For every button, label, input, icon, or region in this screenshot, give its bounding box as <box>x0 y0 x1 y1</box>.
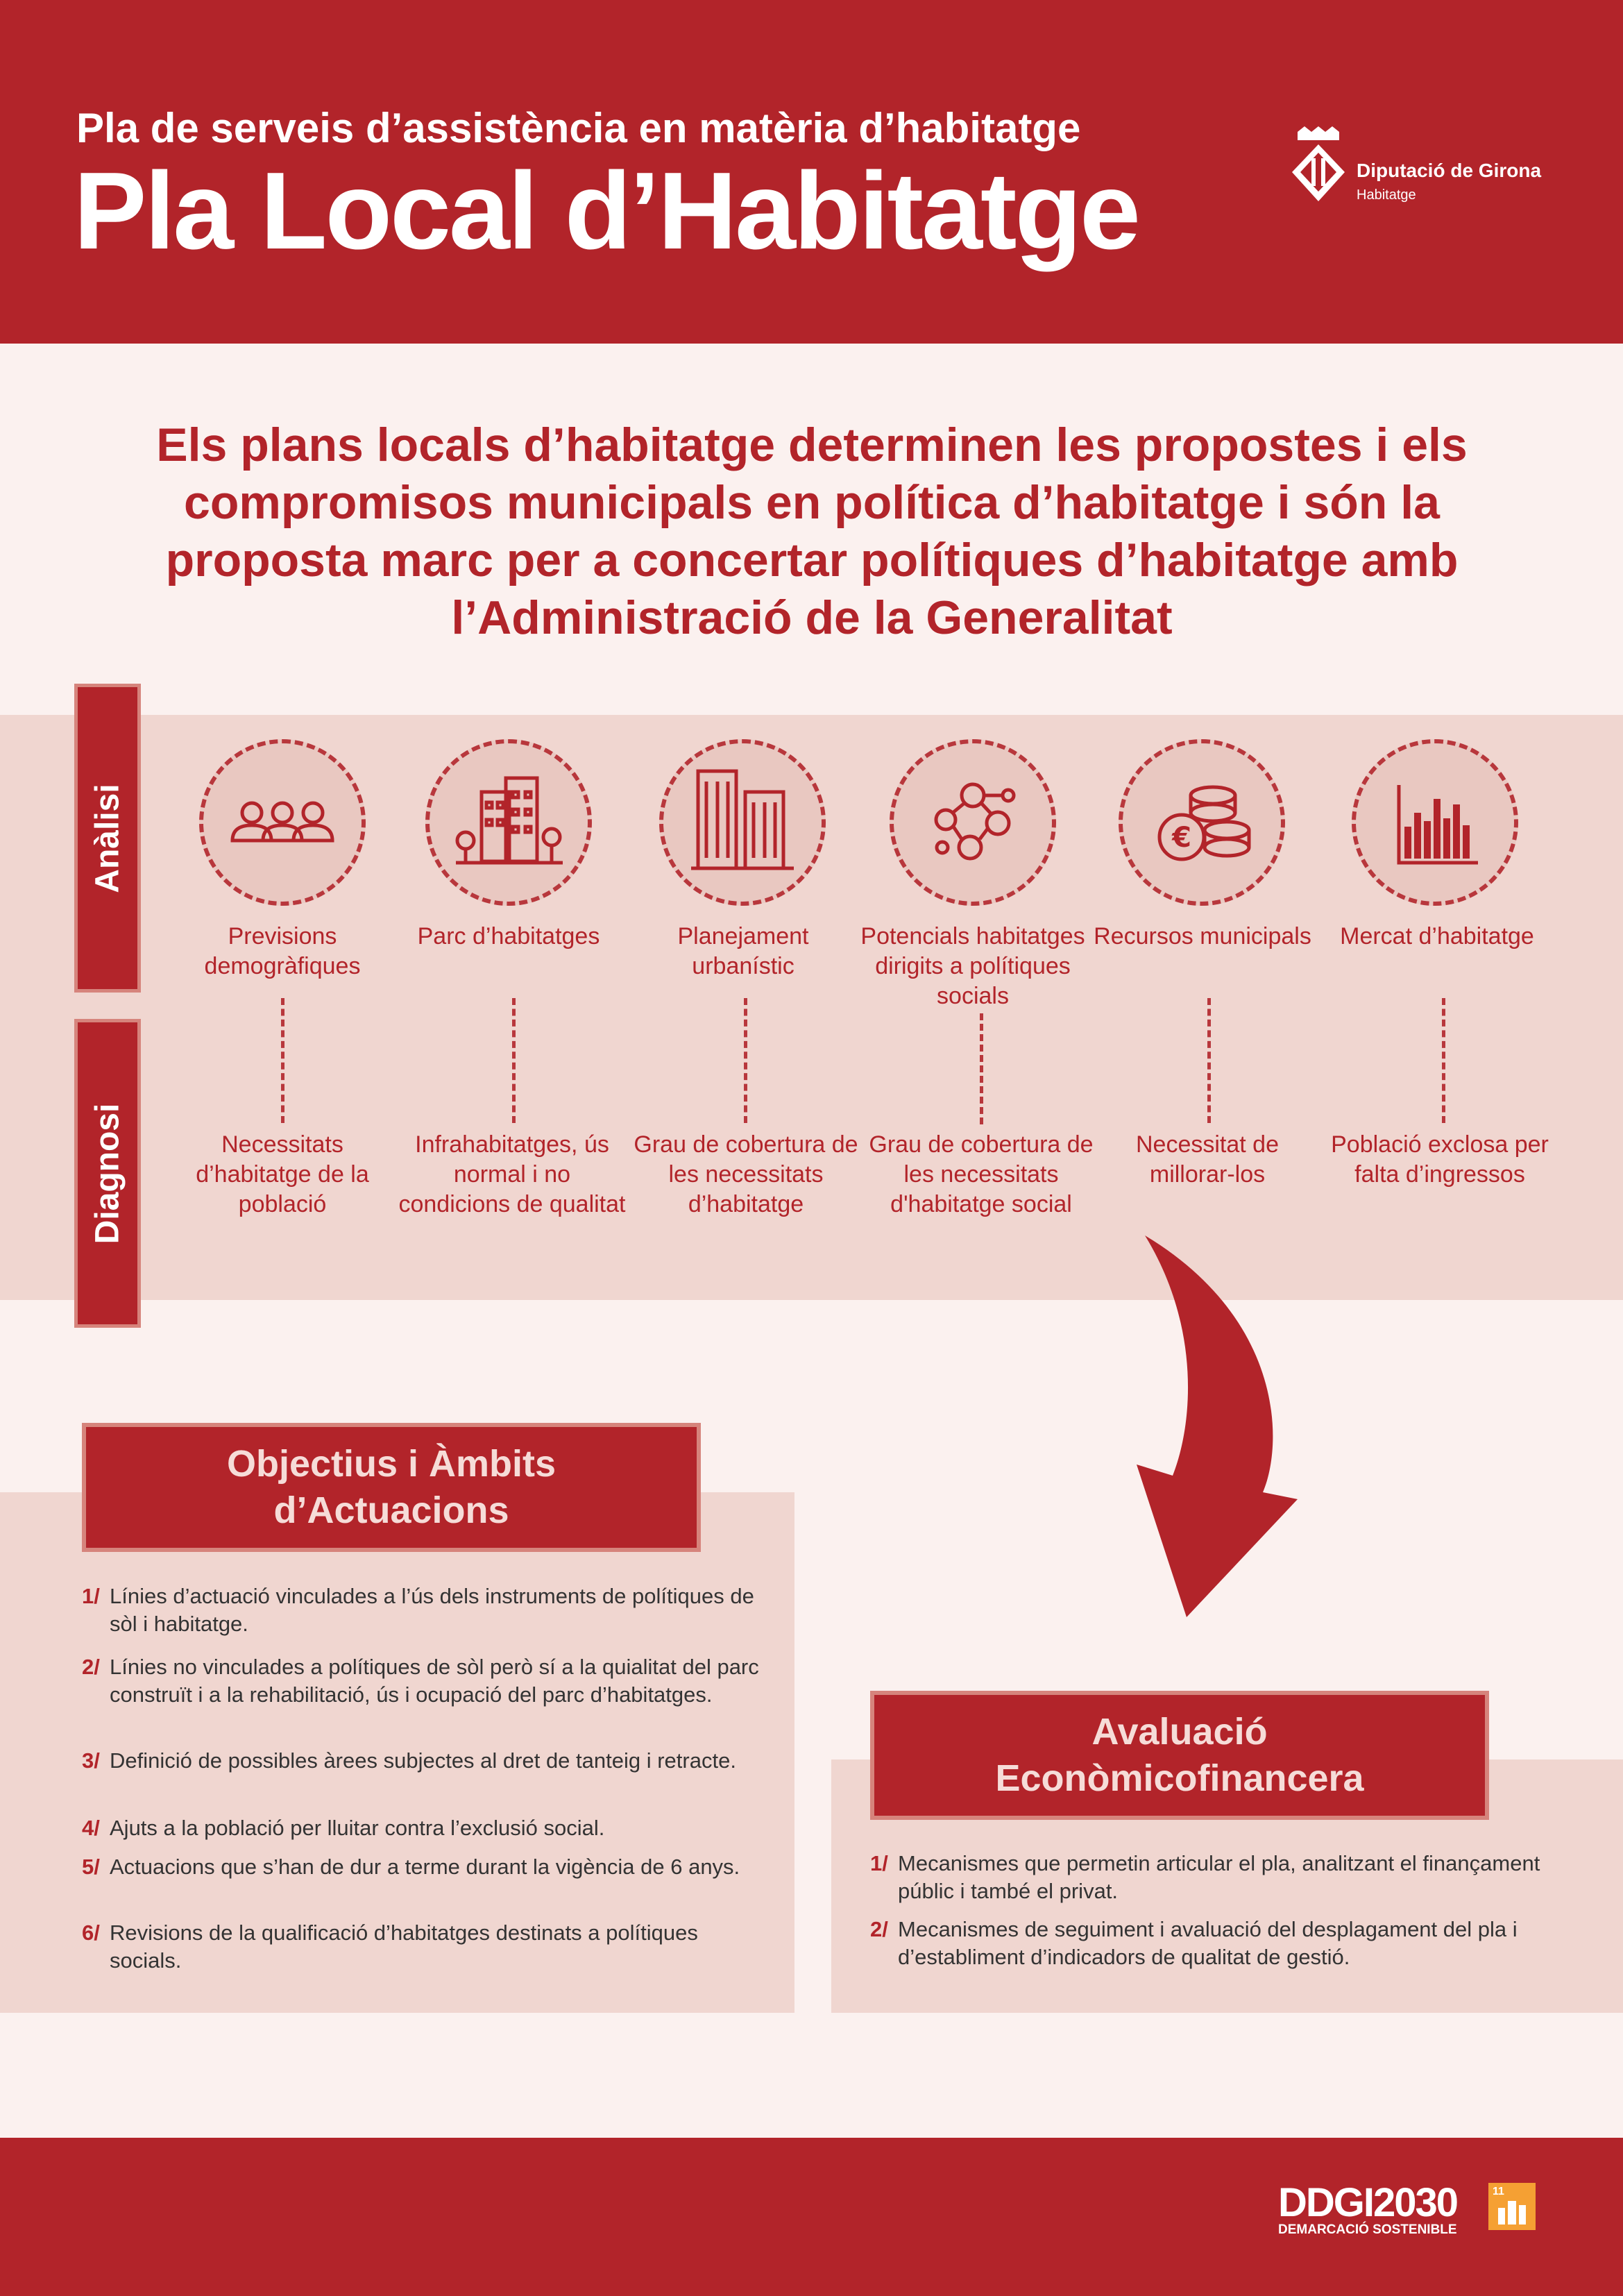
objective-text-3: Definició de possibles àrees subjectes al dret de tanteig i retracte. <box>110 1748 736 1773</box>
connector-3 <box>744 998 747 1123</box>
tab-diagnosis <box>74 1019 141 1328</box>
evaluation-text-2: Mecanismes de seguiment i avaluació del desplagament del pla i d’establiment d’indicadors de qualitat de gestió. <box>898 1917 1518 1970</box>
diagnosis-label-5: Necessitat de millorar-los <box>1136 1131 1279 1188</box>
svg-text:€: € <box>1172 822 1191 854</box>
euro-coins-icon <box>1123 743 1281 902</box>
analysis-label-6: Mercat d’habitatge <box>1340 923 1534 949</box>
urban-planning-icon <box>663 743 822 902</box>
circle-housing-market <box>1352 739 1518 906</box>
analysis-label-2: Parc d’habitatges <box>417 923 600 949</box>
diagnosis-label-6: Població exclosa per falta d’ingressos <box>1331 1131 1549 1188</box>
circle-municipal-resources <box>1119 739 1285 906</box>
objective-num-3: 3/ <box>82 1748 100 1773</box>
sdg-badge-number: 11 <box>1493 2186 1504 2197</box>
diagnosis-label-1: Necessitats d’habitatge de la població <box>196 1131 369 1218</box>
evaluation-num-1: 1/ <box>870 1851 888 1875</box>
circle-urban-planning <box>659 739 826 906</box>
ddgi-subtitle: DEMARCACIÓ SOSTENIBLE <box>1278 2222 1457 2237</box>
objective-item-5 <box>82 1853 769 1881</box>
objective-num-1: 1/ <box>82 1584 100 1608</box>
housing-buildings-icon <box>430 743 588 902</box>
objective-text-2: Línies no vinculades a polítiques de sòl però sí a la quialitat del parc construït i a la rehabilitació, ús i ocupació del parc d’habitatges. <box>110 1655 759 1707</box>
intro-statement: Els plans locals d’habitatge determinen les propostes i els compromisos municipals en política d’habitatge i són la proposta marc per a concertar polítiques d’habitatge amb l’Administració de la Generalitat <box>156 419 1468 644</box>
objective-num-4: 4/ <box>82 1816 100 1840</box>
logo-name: Diputació de Girona <box>1357 160 1542 181</box>
objective-num-2: 2/ <box>82 1655 100 1679</box>
evaluation-item-1 <box>870 1850 1557 1906</box>
circle-housing-stock <box>425 739 592 906</box>
connector-4 <box>980 1013 983 1124</box>
circle-demographics <box>199 739 366 906</box>
connector-6 <box>1442 998 1445 1123</box>
objectives-heading: Objectius i Àmbits d’Actuacions <box>82 1423 701 1552</box>
page-subtitle: Pla de serveis d’assistència en matèria d’habitatge <box>76 105 1081 151</box>
objective-text-4: Ajuts a la població per lluitar contra l’exclusió social. <box>110 1816 605 1840</box>
connector-1 <box>281 998 284 1123</box>
evaluation-num-2: 2/ <box>870 1917 888 1941</box>
tab-analysis-label: Anàlisi <box>89 783 126 893</box>
people-icon <box>203 743 362 902</box>
circle-social-housing <box>890 739 1056 906</box>
analysis-label-4: Potencials habitatges dirigits a polítiques socials <box>860 923 1085 1010</box>
tab-diagnosis-label: Diagnosi <box>89 1103 126 1244</box>
objective-item-6 <box>82 1919 769 1975</box>
diagnosis-label-3: Grau de cobertura de les necessitats d’habitatge <box>634 1131 858 1218</box>
coat-of-arms-icon <box>1284 125 1353 208</box>
sdg-badge <box>1488 2183 1536 2230</box>
objective-text-1: Línies d’actuació vinculades a l’ús dels instruments de polítiques de sòl i habitatge. <box>110 1584 754 1637</box>
flow-arrow-icon <box>1055 1235 1346 1624</box>
analysis-label-1: Previsions demogràfiques <box>204 923 361 980</box>
objective-item-1 <box>82 1582 769 1639</box>
evaluation-text-1: Mecanismes que permetin articular el pla, analitzant el finançament públic i també el privat. <box>898 1851 1540 1904</box>
logo-subtitle: Habitatge <box>1357 187 1416 203</box>
objective-item-2 <box>82 1653 769 1710</box>
evaluation-heading: Avaluació Econòmicofinancera <box>870 1691 1489 1820</box>
bar-chart-icon <box>1356 743 1514 902</box>
connector-5 <box>1207 998 1211 1123</box>
social-network-icon <box>894 743 1052 902</box>
evaluation-item-2 <box>870 1916 1557 1972</box>
page-title: Pla Local d’Habitatge <box>74 150 1139 272</box>
tab-analysis <box>74 684 141 993</box>
objective-text-5: Actuacions que s’han de dur a terme durant la vigència de 6 anys. <box>110 1855 740 1879</box>
diagnosis-label-2: Infrahabitatges, ús normal i no condicions de qualitat <box>398 1131 626 1218</box>
objective-num-5: 5/ <box>82 1855 100 1879</box>
objective-item-3 <box>82 1747 769 1775</box>
objective-text-6: Revisions de la qualificació d’habitatges destinats a polítiques socials. <box>110 1921 698 1973</box>
connector-2 <box>512 998 516 1123</box>
analysis-label-3: Planejament urbanístic <box>677 923 809 980</box>
objective-num-6: 6/ <box>82 1921 100 1945</box>
objective-item-4 <box>82 1814 769 1842</box>
diagnosis-label-4: Grau de cobertura de les necessitats d'habitatge social <box>869 1131 1094 1218</box>
analysis-label-5: Recursos municipals <box>1094 923 1311 949</box>
ddgi-brand[interactable]: DDGI2030 <box>1278 2180 1458 2225</box>
city-icon <box>1488 2183 1536 2230</box>
